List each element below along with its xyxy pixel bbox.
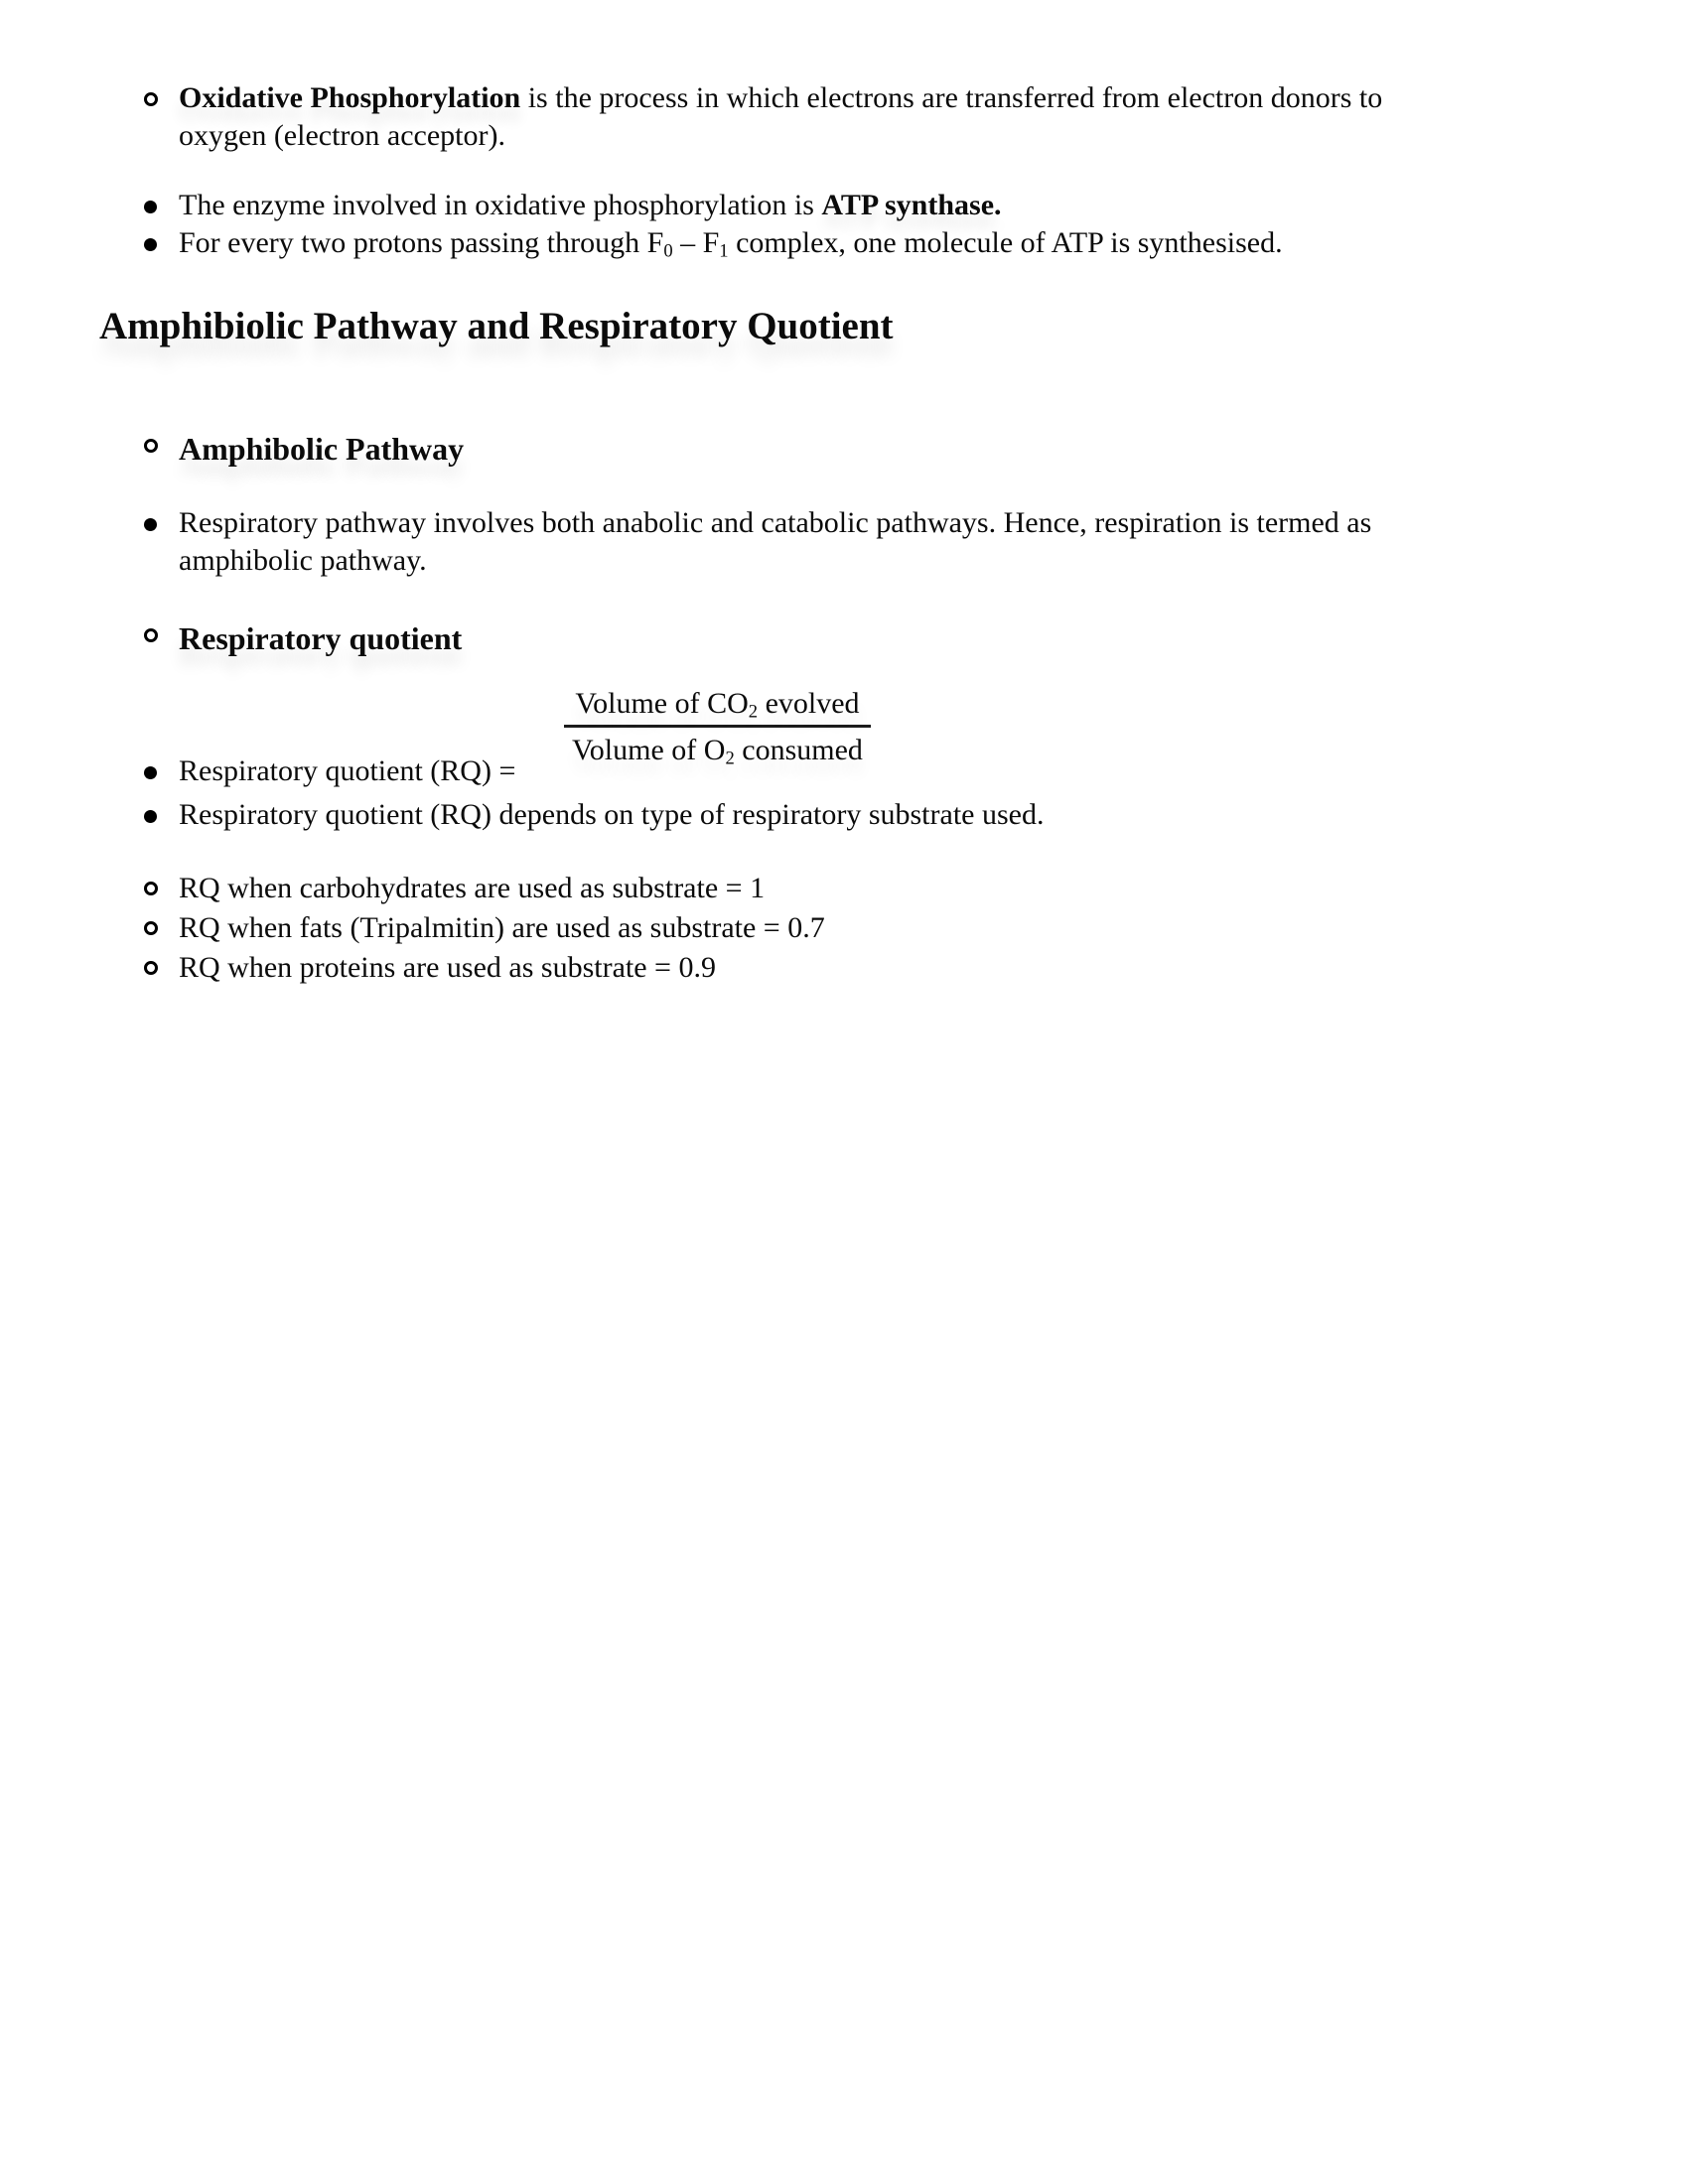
bullet-filled-icon: [144, 518, 157, 531]
list-item-rq-fats: [144, 908, 825, 948]
bullet-hollow-icon: [144, 921, 158, 935]
bullet-filled-icon: [144, 238, 157, 251]
bullet-filled-icon: [144, 766, 157, 779]
fraction-denominator: Volume of $O_2$ consumed: [572, 734, 863, 769]
text-line: Respiratory quotient (RQ) =: [179, 754, 516, 787]
text-line: RQ when proteins are used as substrate = 0.9: [179, 951, 716, 984]
list-item-rq-equation: [144, 752, 515, 790]
list-item-amphibolic-description: [144, 504, 1371, 580]
text-line: Respiratory quotient (RQ) depends on type of respiratory substrate used.: [179, 798, 1045, 831]
bullet-filled-icon: [144, 201, 157, 213]
subheading-respiratory-quotient: [144, 618, 462, 658]
paragraph: [179, 79, 1382, 155]
bullet-hollow-icon: [144, 882, 158, 895]
list-item-protons-atp: [144, 224, 1283, 262]
text-line: The enzyme involved in oxidative phosphorylation is ATP synthase.: [179, 189, 1002, 221]
subheading-amphibolic-pathway: [144, 429, 464, 469]
list-item-atp-synthase: [144, 187, 1002, 224]
bullet-hollow-icon: [144, 439, 158, 453]
paragraph: [179, 504, 1371, 580]
list-item-rq-carbohydrates: [144, 869, 765, 908]
subheading-text: Respiratory quotient: [179, 620, 463, 656]
text-line: RQ when fats (Tripalmitin) are used as substrate = 0.7: [179, 911, 825, 944]
text-line: Oxidative Phosphorylation is the process in which electrons are transferred from electron donors to: [179, 81, 1383, 114]
text-line: amphibolic pathway.: [179, 544, 427, 577]
list-item-rq-proteins: [144, 948, 716, 988]
list-item-rq-depends: [144, 796, 1044, 834]
text-line: RQ when carbohydrates are used as substrate = 1: [179, 872, 766, 904]
text-line: oxygen (electron acceptor).: [179, 119, 505, 152]
bullet-hollow-icon: [144, 628, 158, 642]
text-line: Respiratory pathway involves both anabolic and catabolic pathways. Hence, respiration is termed as: [179, 506, 1372, 539]
text-line: For every two protons passing through $F_0 - F_1$ complex, one molecule of ATP is synthesised.: [179, 226, 1283, 262]
bullet-filled-icon: [144, 810, 157, 823]
subheading-text: Amphibolic Pathway: [179, 431, 465, 467]
list-item-oxidative-phosphorylation: [144, 79, 1382, 155]
rq-formula-fraction: [564, 687, 871, 767]
bullet-hollow-icon: [144, 961, 158, 975]
section-heading: Amphibiolic Pathway and Respiratory Quotient: [99, 305, 894, 347]
fraction-numerator: Volume of $CO_2$ evolved: [564, 687, 871, 728]
bullet-hollow-icon: [144, 92, 158, 106]
